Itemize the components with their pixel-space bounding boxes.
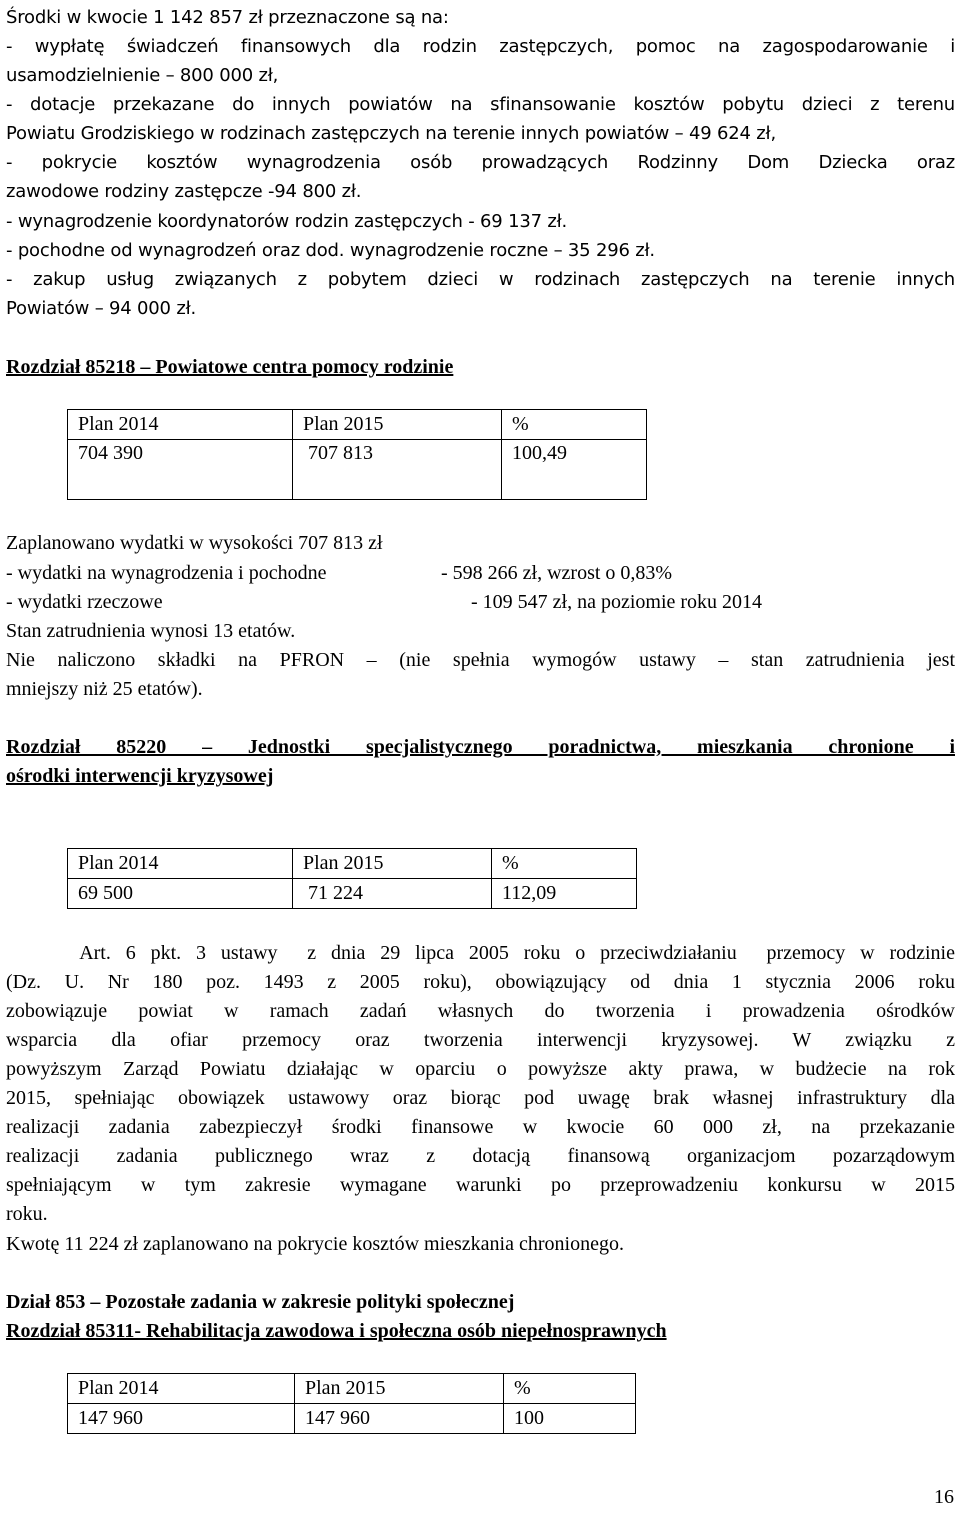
table-header-cell: Plan 2015 [293,849,492,879]
section-heading: Rozdział 85218 – Powiatowe centra pomocy rodzinie [6,356,454,378]
text-line: - 109 547 zł, na poziomie roku 2014 [471,591,763,613]
table-cell: 100 [504,1404,636,1434]
table-cell: 100,49 [502,440,647,500]
section-heading: Rozdział 85220 – Jednostki specjalistycznego poradnictwa, mieszkania chronione i [6,736,955,758]
text-line: Stan zatrudnienia wynosi 13 etatów. [6,620,296,642]
text-line: zawodowe rodziny zastępcze -94 800 zł. [6,181,362,202]
table-header-cell: Plan 2014 [68,849,293,879]
text-line: - pokrycie kosztów wynagrodzenia osób prowadzących Rodzinny Dom Dziecka oraz [6,152,955,173]
text-line: - dotacje przekazane do innych powiatów na sfinansowanie kosztów pobytu dzieci z terenu [6,94,955,115]
section-heading: ośrodki interwencji kryzysowej [6,765,274,787]
text-line: Środki w kwocie 1 142 857 zł przeznaczone są na: [6,7,449,28]
text-line: mniejszy niż 25 etatów). [6,678,203,700]
text-line: - wydatki rzeczowe [6,591,163,613]
text-line: 2015, spełniając obowiązek ustawowy oraz biorąc pod uwagę brak własnej infrastruktury dla [6,1087,955,1109]
text-line: - 598 266 zł, wzrost o 0,83% [441,562,673,584]
table-cell: 69 500 [68,879,293,909]
text-line: Art. 6 pkt. 3 ustawy z dnia 29 lipca 2005 roku o przeciwdziałaniu przemocy w rodzinie [6,942,955,964]
text-line: usamodzielnienie – 800 000 zł, [6,65,279,86]
table-header-cell: Plan 2014 [68,1374,295,1404]
table-header-cell: Plan 2015 [293,410,502,440]
table-header-cell: % [504,1374,636,1404]
section-heading: Rozdział 85311- Rehabilitacja zawodowa i społeczna osób niepełnosprawnych [6,1320,667,1342]
text-line: roku. [6,1203,48,1225]
table-cell: 112,09 [492,879,637,909]
text-line: - wynagrodzenie koordynatorów rodzin zastępczych - 69 137 zł. [6,211,568,232]
table-cell: 147 960 [295,1404,504,1434]
plan-table [67,1373,636,1434]
text-line: realizacji zadania zabezpieczył środki finansowe w kwocie 60 000 zł, na przekazanie [6,1116,955,1138]
text-line: wsparcia dla ofiar przemocy oraz tworzenia interwencji kryzysowej. W związku z [6,1029,955,1051]
text-line: powyższym Zarząd Powiatu działając w oparciu o powyższe akty prawa, w budżecie na rok [6,1058,955,1080]
table-cell: 707 813 [293,440,502,500]
table-header-cell: % [502,410,647,440]
text-line: Nie naliczono składki na PFRON – (nie spełnia wymogów ustawy – stan zatrudnienia jest [6,649,955,671]
table-cell: 71 224 [293,879,492,909]
text-line: realizacji zadania publicznego wraz z dotacją finansową organizacjom pozarządowym [6,1145,955,1167]
text-line: Powiatu Grodziskiego w rodzinach zastępczych na terenie innych powiatów – 49 624 zł, [6,123,776,144]
section-heading: Dział 853 – Pozostałe zadania w zakresie polityki społecznej [6,1291,515,1313]
text-line: Zaplanowano wydatki w wysokości 707 813 zł [6,532,383,554]
table-header-cell: Plan 2014 [68,410,293,440]
text-line: Powiatów – 94 000 zł. [6,298,197,319]
text-line: - pochodne od wynagrodzeń oraz dod. wynagrodzenie roczne – 35 296 zł. [6,240,655,261]
text-line: - zakup usług związanych z pobytem dzieci w rodzinach zastępczych na terenie innych [6,269,955,290]
page-number: 16 [934,1486,954,1508]
plan-table [67,409,647,500]
text-line: zobowiązuje powiat w ramach zadań własnych do tworzenia i prowadzenia ośrodków [6,1000,955,1022]
plan-table [67,848,637,909]
text-line: spełniającym w tym zakresie wymagane warunki po przeprowadzeniu konkursu w 2015 [6,1174,955,1196]
text-line: - wypłatę świadczeń finansowych dla rodzin zastępczych, pomoc na zagospodarowanie i [6,36,955,57]
text-line: - wydatki na wynagrodzenia i pochodne [6,562,327,584]
table-header-cell: % [492,849,637,879]
table-header-cell: Plan 2015 [295,1374,504,1404]
table-cell: 704 390 [68,440,293,500]
text-line: Kwotę 11 224 zł zaplanowano na pokrycie kosztów mieszkania chronionego. [6,1233,624,1255]
table-cell: 147 960 [68,1404,295,1434]
text-line: (Dz. U. Nr 180 poz. 1493 z 2005 roku), obowiązujący od dnia 1 stycznia 2006 roku [6,971,955,993]
